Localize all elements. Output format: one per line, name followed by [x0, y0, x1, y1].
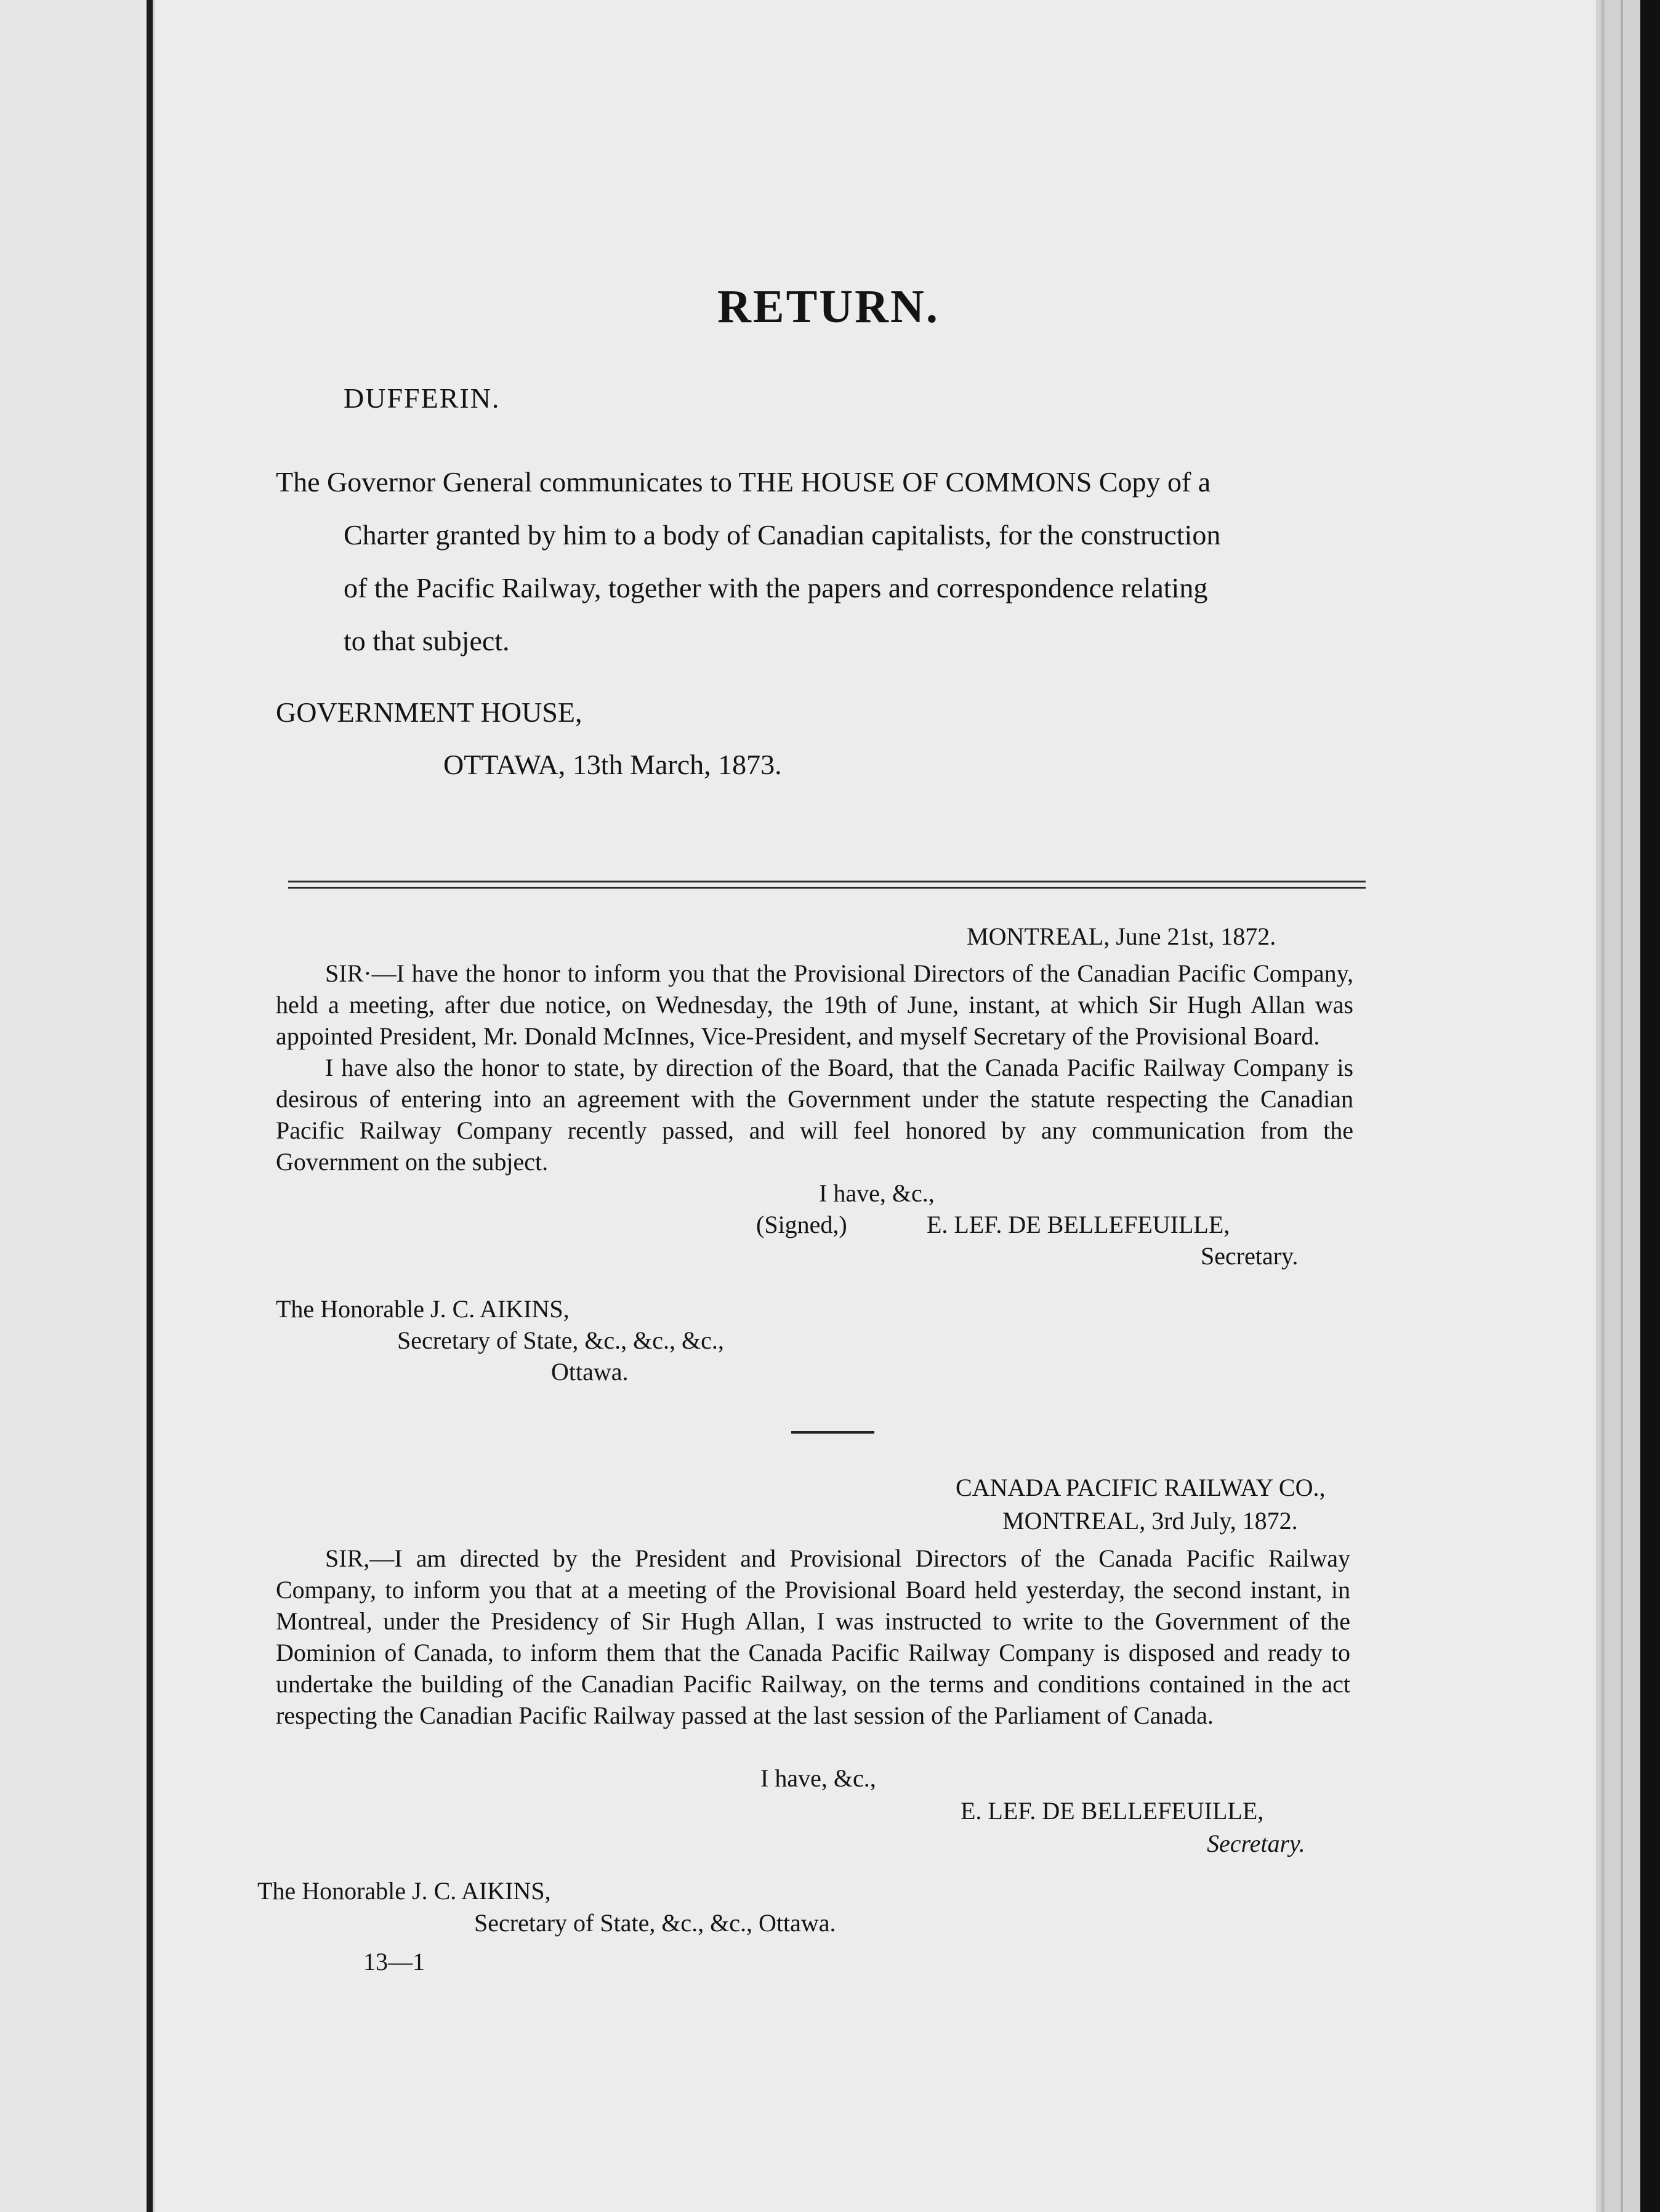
section-separator [791, 1431, 874, 1434]
signed-label: (Signed,) [756, 1211, 847, 1238]
letter-signature: E. LEF. DE BELLEFEUILLE, [961, 1797, 1264, 1825]
letter-body [276, 958, 1353, 1177]
place-line: GOVERNMENT HOUSE, [276, 696, 582, 728]
message-line: to that subject. [344, 625, 510, 656]
letter-closing: I have, &c., [819, 1179, 935, 1207]
message-paragraph [276, 456, 1390, 668]
binding-spine [147, 0, 153, 2212]
signer-name: DUFFERIN. [344, 382, 501, 414]
letter-paragraph: SIR·—I have the honor to inform you that the Provisional Directors of the Canadian Pacific Company, held a meeting, after due notice, on Wednesday, the 19th of June, instant, at which Sir Hugh Allan was appointed President, Mr. Donald McInnes, Vice-President, and myself Secretary of the Provisional Board. [276, 959, 1353, 1050]
signature-mark: 13—1 [363, 1948, 425, 1976]
letter-paragraph: I have also the honor to state, by direction of the Board, that the Canada Pacific Railway Company is desirous of entering into an agreement with the Government under the statute respecting the Canadian Pacific Railway Company recently passed, and will feel honored by any communication from the Government on the subject. [276, 1054, 1353, 1176]
letter-body [276, 1543, 1350, 1731]
letter-dateline: MONTREAL, 3rd July, 1872. [1002, 1507, 1298, 1535]
addressee-line: The Honorable J. C. AIKINS, [257, 1877, 551, 1905]
facing-page [0, 0, 147, 2212]
page-edge [1621, 0, 1623, 2212]
letter-signature: E. LEF. DE BELLEFEUILLE, [927, 1211, 1230, 1238]
addressee-line: Ottawa. [551, 1358, 629, 1386]
letter-closing: I have, &c., [760, 1764, 876, 1792]
document-title: RETURN. [717, 281, 940, 333]
message-line: Charter granted by him to a body of Canadian capitalists, for the construction [344, 519, 1221, 551]
message-line: of the Pacific Railway, together with the papers and correspondence relating [344, 572, 1208, 603]
signature-title: Secretary. [1201, 1242, 1299, 1270]
letter-dateline: MONTREAL, June 21st, 1872. [967, 922, 1276, 950]
addressee-line: Secretary of State, &c., &c., &c., [397, 1326, 724, 1354]
date-line: OTTAWA, 13th March, 1873. [443, 749, 782, 780]
scan-border [1640, 0, 1660, 2212]
letter-heading: CANADA PACIFIC RAILWAY CO., [956, 1474, 1326, 1501]
divider-rule [288, 887, 1366, 889]
page-edge [1601, 0, 1605, 2212]
addressee-line: The Honorable J. C. AIKINS, [276, 1295, 570, 1323]
letter-paragraph: SIR,—I am directed by the President and Provisional Directors of the Canada Pacific Railway Company, to inform you that at a meeting of the Provisional Board held yesterday, the second instant, in Montreal, under the Presidency of Sir Hugh Allan, I was instructed to write to the Government of the Dominion of Canada, to inform them that the Canada Pacific Railway Company is disposed and ready to undertake the building of the Canadian Pacific Railway, on the terms and conditions contained in the act respecting the Canadian Pacific Railway passed at the last session of the Parliament of Canada. [276, 1544, 1350, 1729]
signature-title: Secretary. [1207, 1830, 1305, 1857]
divider-rule [288, 881, 1366, 882]
message-line: The Governor General communicates to THE HOUSE OF COMMONS Copy of a [276, 466, 1211, 498]
addressee-line: Secretary of State, &c., &c., Ottawa. [474, 1909, 836, 1937]
